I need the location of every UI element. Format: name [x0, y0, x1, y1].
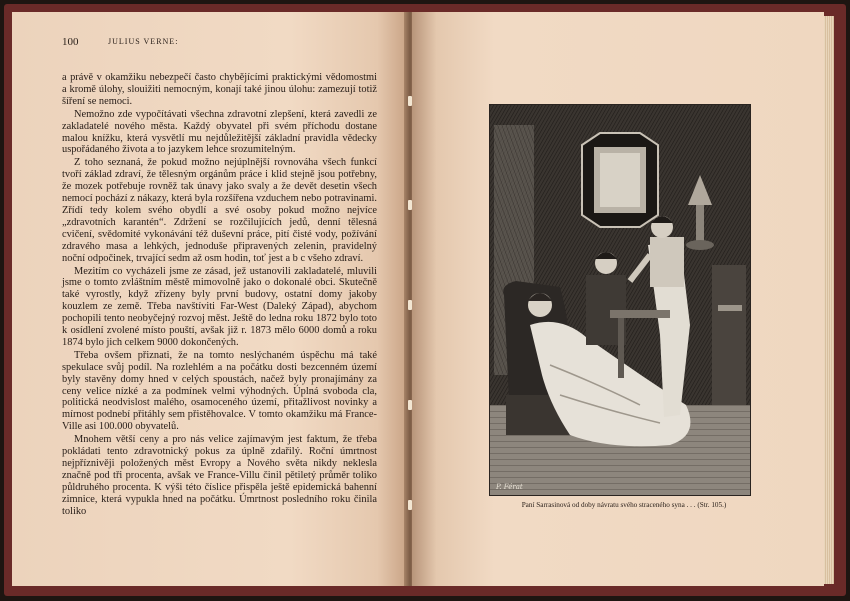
paragraph: Mezitím co vycházeli jsme ze zásad, jež ustanovili zakladatelé, mluvili jsme o tomto zvláštním městě mimovolně jako o dokonalé obci. Skutečně také vyrostly, když zřízeny byly první budovy, ostatní domy jakoby kouzlem ze země. Třeba navštíviti Far-West (Daleký Západ), abychom pochopili tento neobyčejný rozvoj měst. Ještě do ledna roku 1872 bylo toto k osídlení zvolené místo pouští, avšak již r. 1873 mělo 6000 domů a roku 1874 bylo jich celkem 9000 dokončených.: [62, 265, 377, 348]
illustration-drawing: [490, 105, 750, 495]
paragraph: a právě v okamžiku nebezpečí často chybějícími praktickými vědomostmi a kromě úlohy, slouižiti nemocným, konají také jinou úlohu: zamezují totiž šíření se nemoci.: [62, 72, 377, 107]
right-page: [412, 12, 824, 586]
left-page: [12, 12, 409, 586]
paragraph: Z toho seznaná, že pokud možno nejúplnější rovnováha všech funkcí tvoří základ zdraví, že tělesným orgánům práce i klid stejně jsou potřebny, že mozek potřebuje rovněž tak únavy jako svaly a že devět desetin všech nemocí pochází z nákazy, která byla rozšířena vzduchem nebo potravinami. Zřídí tedy kolem svého obydlí a své osoby pokud možno nejvíce „zdravotních karantén“. Zdržení se rozčilujících jedů, denní tělesná cvičení, svědomité vykonávání též duševní práce, pití čisté vody, požívání zdravého masa a lehkých, jednoduše připravených zelenin, pravidelný noční odpočinek, trvající sedm až osm hodin, toť jest a b c všeho zdraví.: [62, 157, 377, 264]
paragraph: Třeba ovšem přiznati, že na tomto neslýchaném úspěchu má také spekulace svůj podíl. Na rozlehlém a na počátku dosti bezcenném území byly stavěny domy hned v celých spoustách, načež byly pronajímány za ceny velice nízké a za podmínek velmi výhodných. Úplná svoboda cla, politická neodvislost malého, osamoceného území, přitažlivost novinky a mírnost podnebí přitáhly sem přistěhovalce. V tomto okamžiku má France-Ville asi 100.000 obyvatelů.: [62, 349, 377, 433]
running-head: JULIUS VERNE:: [108, 37, 179, 46]
page-edges: [824, 16, 834, 584]
page-number: 100: [62, 36, 79, 48]
illustrator-signature: P. Férat: [496, 483, 523, 491]
illustration-caption: Paní Sarrasinová od doby návratu svého straceného syna . . . (Str. 105.): [521, 501, 727, 509]
paragraph: Mnohem větší ceny a pro nás velice zajímavým jest faktum, že třeba pokládati tento zdravotnický pokus za úplně zdařilý. Roční úmrtnost nejpříznivěji položených měst Evropy a Nového světa nikdy neklesla značně pod tři procenta, avšak ve France-Villu činil pětiletý průměr toliko půldruhého procenta. K výši této číslice přispěla ještě epidemická bahenní zimnice, která vypukla hned na počátku. Úmrtnost posledního roku činila toliko: [62, 434, 377, 517]
engraving-illustration: [489, 104, 751, 496]
body-text: [62, 72, 377, 519]
page-header: [62, 36, 392, 50]
paragraph: Nemožno zde vypočítávati všechna zdravotní zlepšení, která zavedli ze zakladatelé nového města. Každý obyvatel při svém příchodu dostane malou knížku, která vysvětlí mu nejdůležitější základní pravidla vědecky uspořádaného života a to jazykem lehce srozumitelným.: [62, 108, 377, 156]
